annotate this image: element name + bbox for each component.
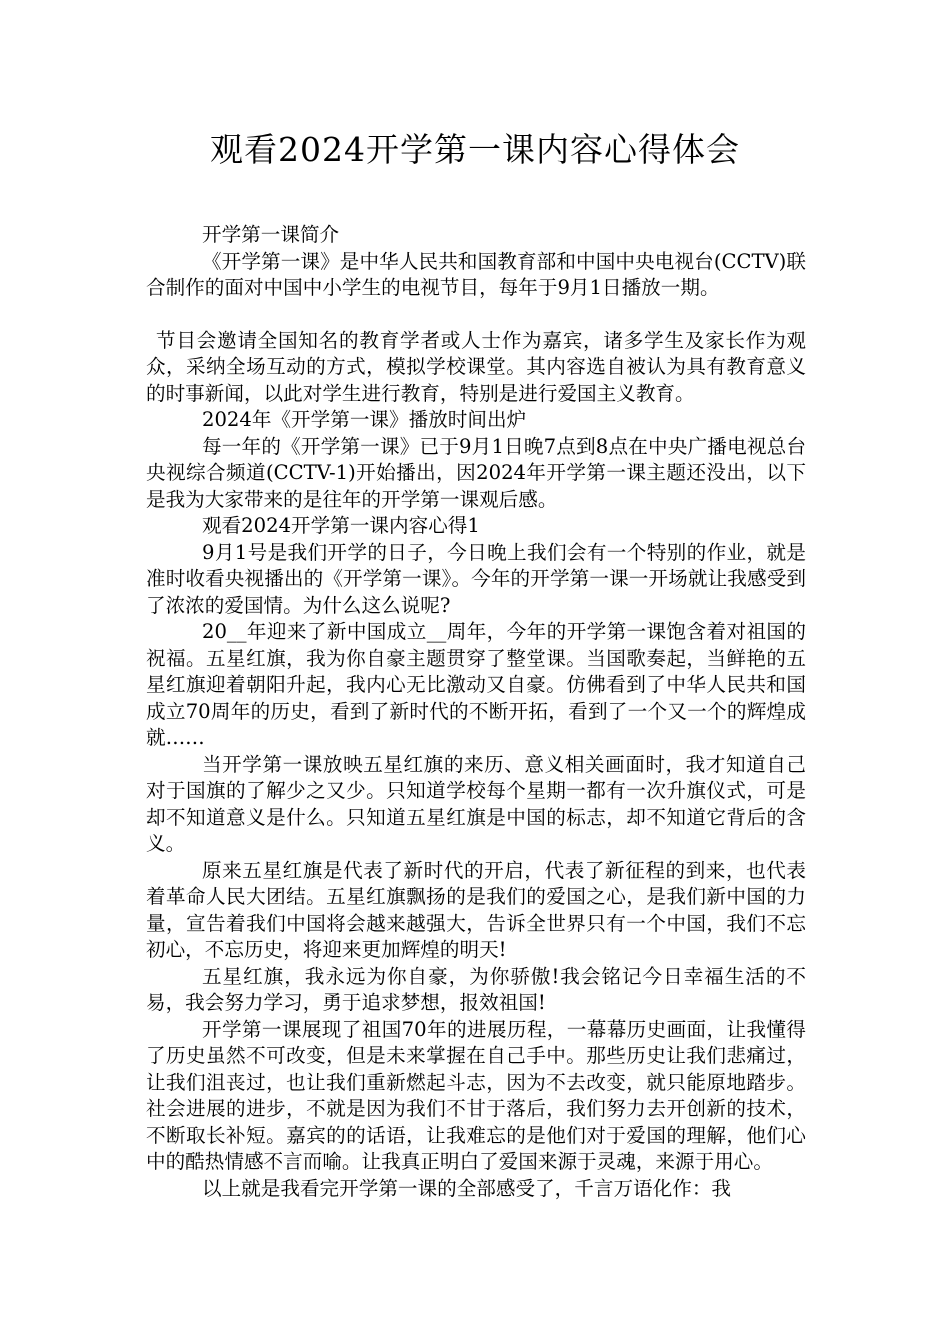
section-heading-reflection-1: 观看2024开学第一课内容心得1 bbox=[202, 514, 480, 537]
blank-line bbox=[146, 302, 806, 328]
section-heading-broadcast-time: 2024年《开学第一课》播放时间出炉 bbox=[202, 408, 527, 431]
paragraph-conclusion: 以上就是我看完开学第一课的全部感受了，千言万语化作：我 bbox=[202, 1176, 732, 1200]
paragraph-reflection-opening: 9月1号是我们开学的日子，今日晚上我们会有一个特别的作业，就是准时收看央视播出的《开学第一课》。今年的开学第一课一开场就让我感受到了浓浓的爱国情。为什么这么说呢? bbox=[146, 540, 806, 617]
paragraph-flag-history: 当开学第一课放映五星红旗的来历、意义相关画面时，我才知道自己对于国旗的了解少之又少。只知道学校每个星期一都有一次升旗仪式，可是却不知道意义是什么。只知道五星红旗是中国的标志，却不知道它背后的含义。 bbox=[146, 752, 806, 855]
document-body bbox=[146, 222, 806, 1202]
section-heading-intro: 开学第一课简介 bbox=[202, 223, 340, 246]
document-title: 观看2024开学第一课内容心得体会 bbox=[210, 130, 740, 169]
paragraph-program-format: 节目会邀请全国知名的教育学者或人士作为嘉宾，诸多学生及家长作为观众，采纳全场互动的方式，模拟学校课堂。其内容选自被认为具有教育意义的时事新闻，以此对学生进行教育，特别是进行爱国主义教育。 bbox=[146, 328, 806, 405]
paragraph-intro: 《开学第一课》是中华人民共和国教育部和中国中央电视台(CCTV)联合制作的面对中国中小学生的电视节目，每年于9月1日播放一期。 bbox=[146, 249, 806, 299]
paragraph-anniversary: 20__年迎来了新中国成立__周年，今年的开学第一课饱含着对祖国的祝福。五星红旗，我为你自豪主题贯穿了整堂课。当国歌奏起，当鲜艳的五星红旗迎着朝阳升起，我内心无比激动又自豪。仿佛看到了中华人民共和国成立70周年的历史，看到了新时代的不断开拓，看到了一个又一个的辉煌成就…… bbox=[146, 620, 806, 749]
paragraph-pride: 五星红旗，我永远为你自豪，为你骄傲!我会铭记今日幸福生活的不易，我会努力学习，勇于追求梦想，报效祖国! bbox=[146, 964, 806, 1014]
paragraph-flag-meaning: 原来五星红旗是代表了新时代的开启，代表了新征程的到来，也代表着革命人民大团结。五星红旗飘扬的是我们的爱国之心，是我们新中国的力量，宣告着我们中国将会越来越强大，告诉全世界只有一个中国，我们不忘初心，不忘历史，将迎来更加辉煌的明天! bbox=[146, 858, 806, 961]
paragraph-development: 开学第一课展现了祖国70年的进展历程，一幕幕历史画面，让我懂得了历史虽然不可改变，但是未来掌握在自己手中。那些历史让我们悲痛过，让我们沮丧过，也让我们重新燃起斗志，因为不去改变，就只能原地踏步。社会进展的进步，不就是因为我们不甘于落后，我们努力去开创新的技术，不断取长补短。嘉宾的的话语，让我难忘的是他们对于爱国的理解，他们心中的酷热情感不言而喻。让我真正明白了爱国来源于灵魂，来源于用心。 bbox=[146, 1017, 806, 1173]
paragraph-broadcast-time: 每一年的《开学第一课》已于9月1日晚7点到8点在中央广播电视总台央视综合频道(CCTV-1)开始播出，因2024年开学第一课主题还没出，以下是我为大家带来的是往年的开学第一课观后感。 bbox=[146, 434, 806, 511]
